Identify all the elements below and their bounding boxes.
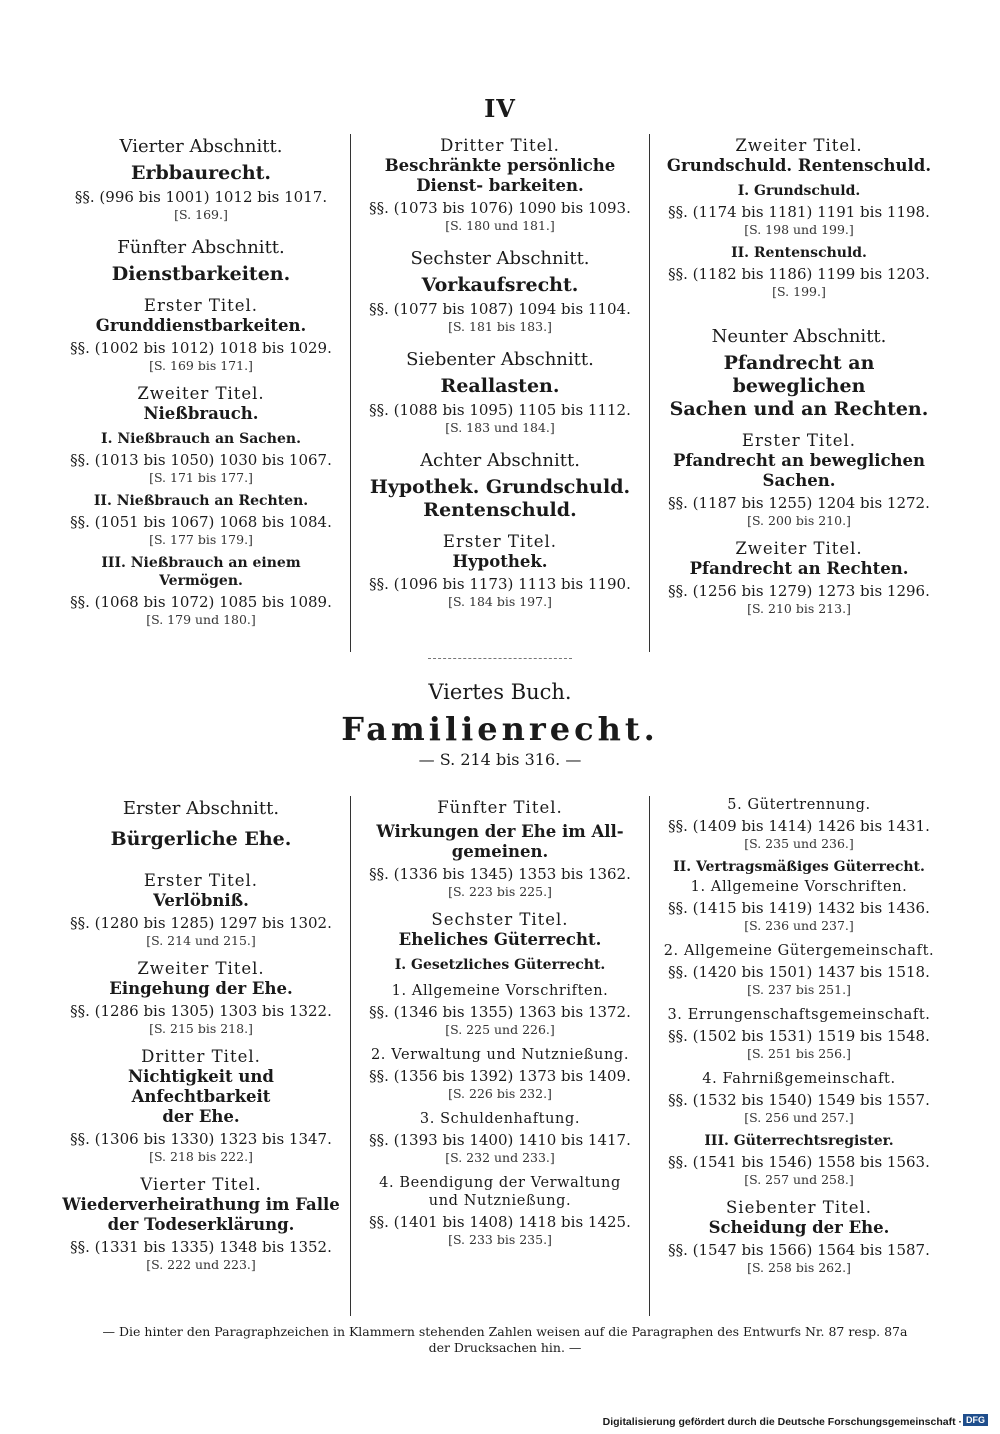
section-divider [428,658,572,659]
title-name: Nießbrauch. [143,404,259,423]
title-name: Pfandrecht an Rechten. [689,559,909,578]
top-columns [62,134,938,652]
page-range: [S. 214 und 215.] [146,933,256,948]
page-range: [S. 183 und 184.] [445,420,555,435]
part-name: 2. Allgemeine Gütergemeinschaft. [663,943,935,959]
section-name: Erbbaurecht. [130,162,272,184]
paragraph-range: §§. (1306 bis 1330) 1323 bis 1347. [70,1130,332,1148]
paragraph-range: §§. (1187 bis 1255) 1204 bis 1272. [668,494,930,512]
page-range: [S. 251 bis 256.] [747,1046,851,1061]
title-heading: Zweiter Titel. [735,539,863,558]
title-name: Nichtigkeit und Anfechtbarkeit [128,1067,274,1106]
paragraph-range: §§. (1532 bis 1540) 1549 bis 1557. [668,1091,930,1109]
bottom-columns [62,796,938,1316]
title-heading: Zweiter Titel. [137,959,265,978]
title-name: Eingehung der Ehe. [109,979,293,998]
section-heading: Sechster Abschnitt. [410,248,590,269]
book-title: Familienrecht. [341,710,659,748]
footnote-line: — Die hinter den Paragraphzeichen in Klammern stehenden Zahlen weisen auf die Paragraphen des Entwurfs Nr. 87 resp. 87a [102,1324,908,1339]
subsection-name: III. Nießbrauch an einem Vermögen. [101,555,301,589]
title-name: Grunddienstbarkeiten. [95,316,307,335]
page-range: [S. 181 bis 183.] [448,319,552,334]
subsection-name: II. Nießbrauch an Rechten. [93,493,309,509]
part-name: 3. Schuldenhaftung. [419,1111,581,1127]
section-name: Dienstbarkeiten. [111,263,291,285]
page-range: [S. 225 und 226.] [445,1022,555,1037]
bottom-column-2 [350,796,650,1316]
paragraph-range: §§. (1346 bis 1355) 1363 bis 1372. [369,1003,631,1021]
section-heading: Erster Abschnitt. [122,798,280,819]
title-heading: Erster Titel. [143,296,259,315]
book-heading: Viertes Buch. [428,680,572,704]
paragraph-range: §§. (1356 bis 1392) 1373 bis 1409. [369,1067,631,1085]
title-heading: Erster Titel. [741,431,857,450]
page-range: [S. 235 und 236.] [744,836,854,851]
page-range: [S. 257 und 258.] [744,1172,854,1187]
section-heading: Achter Abschnitt. [420,450,580,471]
subsection-name: I. Gesetzliches Güterrecht. [394,957,606,973]
page-range: [S. 223 bis 225.] [448,884,552,899]
section-heading: Vierter Abschnitt. [119,136,283,157]
paragraph-range: §§. (1415 bis 1419) 1432 bis 1436. [668,899,930,917]
subsection-name: II. Rentenschuld. [731,245,867,261]
paragraph-range: §§. (1336 bis 1345) 1353 bis 1362. [369,865,631,883]
part-name: 2. Verwaltung und Nutznießung. [370,1047,630,1063]
title-name: Wiederverheirathung im Falle [62,1195,340,1214]
page-range: [S. 184 bis 197.] [448,594,552,609]
page-range: [S. 200 bis 210.] [747,513,851,528]
footnote [80,1324,930,1356]
title-name: Verlöbniß. [153,891,249,910]
paragraph-range: §§. (1073 bis 1076) 1090 bis 1093. [369,199,631,217]
top-column-3 [650,134,938,652]
paragraph-range: §§. (1088 bis 1095) 1105 bis 1112. [369,401,631,419]
page-range: [S. 237 bis 251.] [747,982,851,997]
page-range: [S. 218 bis 222.] [149,1149,253,1164]
title-name: Eheliches Güterrecht. [398,930,602,949]
section-name: Pfandrecht an beweglichen [723,352,875,397]
bottom-column-3 [650,796,938,1316]
paragraph-range: §§. (1174 bis 1181) 1191 bis 1198. [668,203,930,221]
page-range: [S. 233 bis 235.] [448,1232,552,1247]
page-range: [S. 177 bis 179.] [149,532,253,547]
top-column-2 [350,134,650,652]
page-range: [S. 226 bis 232.] [448,1086,552,1101]
part-name: und Nutznießung. [428,1193,572,1209]
page-range: [S. 169 bis 171.] [149,358,253,373]
section-heading: Neunter Abschnitt. [711,326,887,347]
paragraph-range: §§. (1420 bis 1501) 1437 bis 1518. [668,963,930,981]
paragraph-range: §§. (1541 bis 1546) 1558 bis 1563. [668,1153,930,1171]
section-name: Bürgerliche Ehe. [110,828,292,850]
section-heading: Siebenter Abschnitt. [406,349,594,370]
page-range: [S. 171 bis 177.] [149,470,253,485]
bottom-column-1 [62,796,350,1316]
title-name: Hypothek. [452,552,548,571]
page-range: [S. 210 bis 213.] [747,601,851,616]
digitization-credit: Digitalisierung gefördert durch die Deutsche Forschungsgemeinschaft · [602,1416,962,1428]
title-heading: Fünfter Titel. [437,798,563,817]
subsection-name: I. Nießbrauch an Sachen. [101,431,301,447]
page-range: [S. 215 bis 218.] [149,1021,253,1036]
page-range: [S. 258 bis 262.] [747,1260,851,1275]
subsection-name: II. Vertragsmäßiges Güterrecht. [673,859,925,875]
title-heading: Erster Titel. [442,532,558,551]
title-name: Grundschuld. Rentenschuld. [666,156,932,175]
paragraph-range: §§. (1096 bis 1173) 1113 bis 1190. [369,575,631,593]
page-range: [S. 256 und 257.] [744,1110,854,1125]
paragraph-range: §§. (1502 bis 1531) 1519 bis 1548. [668,1027,930,1045]
part-name: 4. Fahrnißgemeinschaft. [702,1071,896,1087]
title-name: Pfandrecht an beweglichen [672,451,926,470]
paragraph-range: §§. (1051 bis 1067) 1068 bis 1084. [70,513,332,531]
section-name: Sachen und an Rechten. [669,398,929,420]
part-name: 1. Allgemeine Vorschriften. [391,983,609,999]
paragraph-range: §§. (1331 bis 1335) 1348 bis 1352. [70,1238,332,1256]
title-heading: Erster Titel. [143,871,259,890]
page-range: [S. 199.] [772,284,826,299]
part-name: 3. Errungenschaftsgemeinschaft. [667,1007,931,1023]
paragraph-range: §§. (1182 bis 1186) 1199 bis 1203. [668,265,930,283]
paragraph-range: §§. (1286 bis 1305) 1303 bis 1322. [70,1002,332,1020]
title-heading: Siebenter Titel. [725,1198,873,1217]
part-name: 1. Allgemeine Vorschriften. [690,879,908,895]
section-heading: Fünfter Abschnitt. [117,237,285,258]
paragraph-range: §§. (1077 bis 1087) 1094 bis 1104. [369,300,631,318]
title-name: der Ehe. [162,1107,240,1126]
paragraph-range: §§. (1393 bis 1400) 1410 bis 1417. [369,1131,631,1149]
paragraph-range: §§. (1547 bis 1566) 1564 bis 1587. [668,1241,930,1259]
paragraph-range: §§. (1409 bis 1414) 1426 bis 1431. [668,817,930,835]
title-heading: Sechster Titel. [431,910,569,929]
page-range: [S. 232 und 233.] [445,1150,555,1165]
book-page-range: — S. 214 bis 316. — [418,750,582,769]
dfg-logo-icon: DFG [963,1414,988,1426]
page-range: [S. 236 und 237.] [744,918,854,933]
paragraph-range: §§. (1256 bis 1279) 1273 bis 1296. [668,582,930,600]
page-number: IV [484,94,516,123]
title-heading: Zweiter Titel. [137,384,265,403]
page-range: [S. 222 und 223.] [146,1257,256,1272]
paragraph-range: §§. (996 bis 1001) 1012 bis 1017. [74,188,328,206]
paragraph-range: §§. (1002 bis 1012) 1018 bis 1029. [70,339,332,357]
paragraph-range: §§. (1013 bis 1050) 1030 bis 1067. [70,451,332,469]
page-range: [S. 180 und 181.] [445,218,555,233]
paragraph-range: §§. (1280 bis 1285) 1297 bis 1302. [70,914,332,932]
title-heading: Vierter Titel. [140,1175,262,1194]
part-name: 4. Beendigung der Verwaltung [379,1175,621,1191]
title-heading: Dritter Titel. [440,136,560,155]
section-name: Reallasten. [440,375,560,397]
paragraph-range: §§. (1068 bis 1072) 1085 bis 1089. [70,593,332,611]
title-name: der Todeserklärung. [107,1215,295,1234]
section-name: Rentenschuld. [423,499,577,521]
section-name: Hypothek. Grundschuld. [369,476,631,498]
page-range: [S. 198 und 199.] [744,222,854,237]
paragraph-range: §§. (1401 bis 1408) 1418 bis 1425. [369,1213,631,1231]
subsection-name: III. Güterrechtsregister. [704,1133,894,1149]
footnote-line: der Drucksachen hin. — [428,1340,582,1355]
title-name: Wirkungen der Ehe im All- [376,822,624,841]
title-name: gemeinen. [451,842,549,861]
page-range: [S. 179 und 180.] [146,612,256,627]
title-name: Sachen. [762,471,836,490]
title-heading: Dritter Titel. [141,1047,261,1066]
title-name: Scheidung der Ehe. [708,1218,890,1237]
title-heading: Zweiter Titel. [735,136,863,155]
section-name: Vorkaufsrecht. [421,274,579,296]
part-name: 5. Gütertrennung. [727,797,871,813]
subsection-name: I. Grundschuld. [737,183,861,199]
page-range: [S. 169.] [174,207,228,222]
title-name: Beschränkte persönliche Dienst- barkeiten. [384,156,616,195]
top-column-1 [62,134,350,652]
